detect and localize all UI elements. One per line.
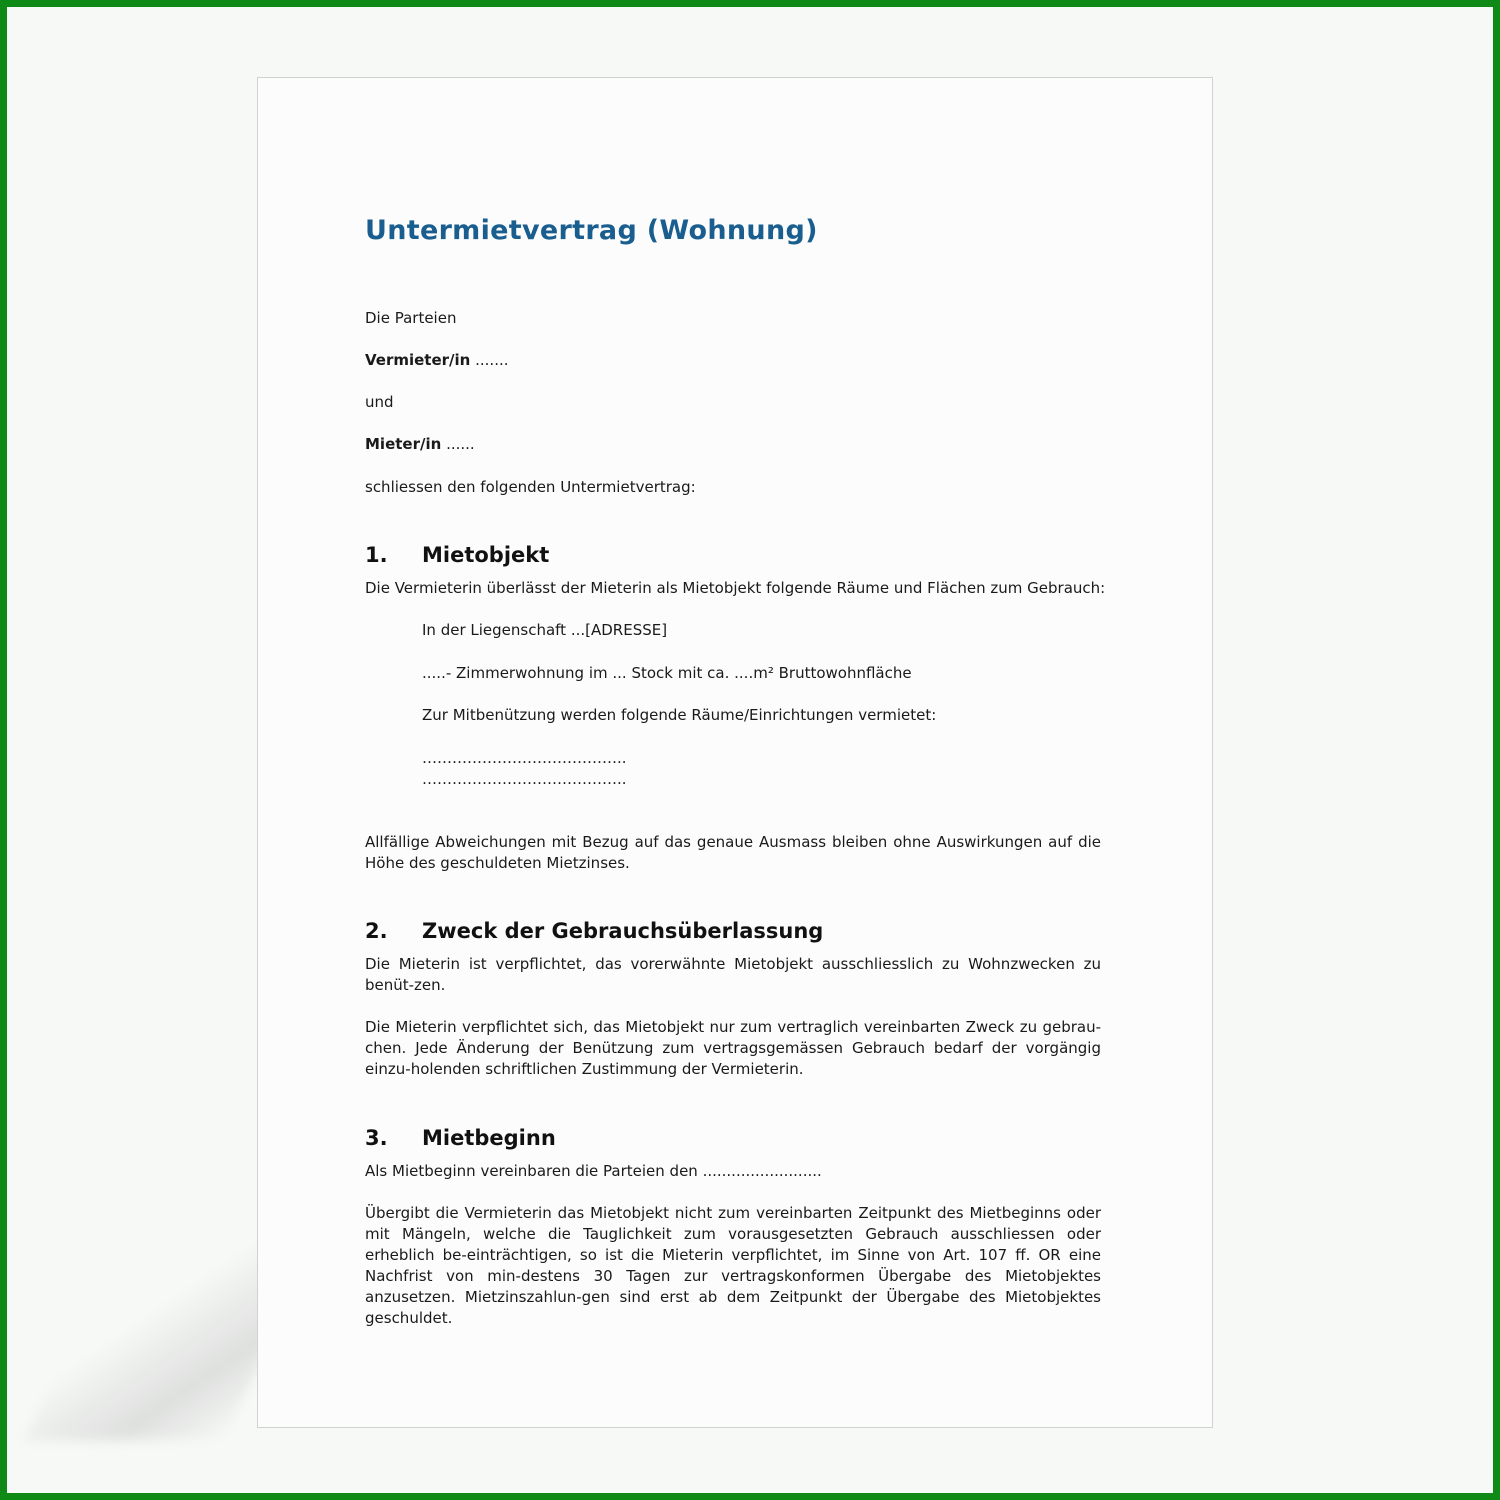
and-text: und xyxy=(365,393,394,411)
shared-use-line: Zur Mitbenützung werden folgende Räume/Einrichtungen vermietet: xyxy=(422,706,937,724)
property-line: In der Liegenschaft ...[ADRESSE] xyxy=(422,621,668,639)
section-1-heading xyxy=(365,541,549,569)
tenant-fill: ...... xyxy=(441,435,475,453)
section-3-title: Mietbeginn xyxy=(422,1126,556,1150)
tenant-line xyxy=(365,434,475,455)
parties-intro: Die Parteien xyxy=(365,309,457,327)
agreement-intro: schliessen den folgenden Untermietvertrag: xyxy=(365,478,696,496)
section-1-note: Allfällige Abweichungen mit Bezug auf das genaue Ausmass bleiben ohne Auswirkungen auf die Höhe des geschuldeten Mietzinses. xyxy=(365,833,1101,872)
dots-line-1: ………………………………….. xyxy=(422,749,627,767)
tenant-label: Mieter/in xyxy=(365,435,442,453)
section-1-number: 1. xyxy=(365,543,388,567)
section-2-para-2: Die Mieterin verpflichtet sich, das Mietobjekt nur zum vertraglich vereinbarten Zweck zu gebrau-chen. Jede Änderung der Benützung zum vertragsgemässen Gebrauch bedarf der vorgängig einzu-holenden schriftlichen Zustimmung der Vermieterin. xyxy=(365,1018,1101,1078)
dots-line-2: ………………………………….. xyxy=(422,770,627,788)
document-title: Untermietvertrag (Wohnung) xyxy=(365,215,818,246)
section-2-para-1: Die Mieterin ist verpflichtet, das vorerwähnte Mietobjekt ausschliesslich zu Wohnzwecken zu benüt-zen. xyxy=(365,955,1101,994)
section-1-title: Mietobjekt xyxy=(422,543,550,567)
section-3-number: 3. xyxy=(365,1126,388,1150)
section-2-heading xyxy=(365,917,823,945)
landlord-fill: ....... xyxy=(470,351,509,369)
room-line: .....- Zimmerwohnung im ... Stock mit ca. ....m² Bruttowohnfläche xyxy=(422,664,912,682)
landlord-line xyxy=(365,350,509,371)
document-page xyxy=(257,77,1213,1428)
section-2-title: Zweck der Gebrauchsüberlassung xyxy=(422,919,824,943)
section-1-intro: Die Vermieterin überlässt der Mieterin als Mietobjekt folgende Räume und Flächen zum Gebrauch: xyxy=(365,579,1106,597)
section-2-number: 2. xyxy=(365,919,388,943)
section-3-para-2: Übergibt die Vermieterin das Mietobjekt nicht zum vereinbarten Zeitpunkt des Mietbeginns oder mit Mängeln, welche die Tauglichkeit zum vorausgesetzten Gebrauch ausschliessen oder erheblich be-einträchtigen, so ist die Mieterin verpflichtet, im Sinne von Art. 107 ff. OR eine Nachfrist von min-destens 30 Tagen zur vertragskonformen Übergabe des Mietobjektes anzusetzen. Mietzinszahlun-gen sind erst ab dem Zeitpunkt der Übergabe des Mietobjektes geschuldet. xyxy=(365,1204,1101,1327)
section-3-heading xyxy=(365,1124,556,1152)
landlord-label: Vermieter/in xyxy=(365,351,471,369)
section-3-para-1: Als Mietbeginn vereinbaren die Parteien den ......................... xyxy=(365,1162,822,1180)
